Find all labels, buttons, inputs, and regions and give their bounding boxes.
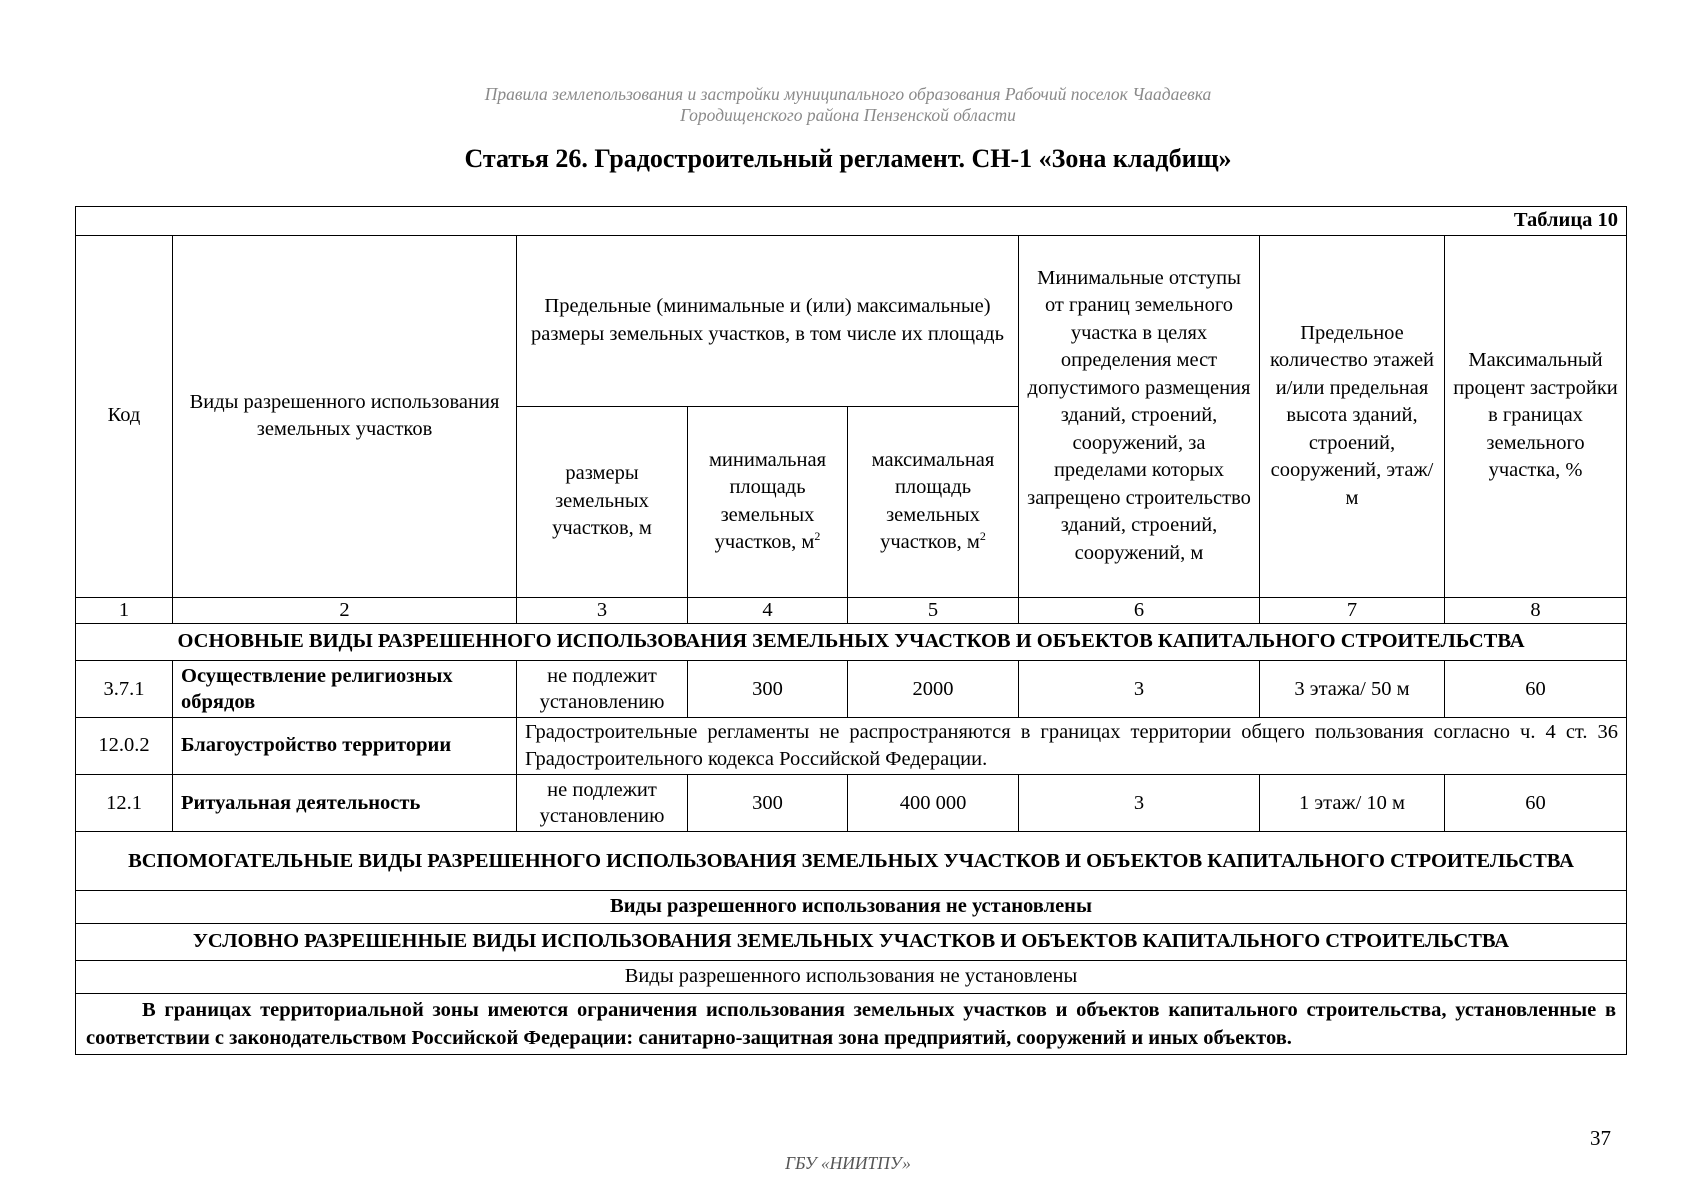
header-min-area: минимальная площадь земельных участков, $м^2$ (688, 406, 848, 597)
row-coverage: 60 (1445, 660, 1627, 717)
column-number: 5 (848, 597, 1019, 623)
table-row (76, 660, 1627, 717)
column-number: 6 (1019, 597, 1260, 623)
document-footer: ГБУ «НИИТПУ» (785, 1153, 911, 1173)
row-note: Градостроительные регламенты не распространяются в границах территории общего пользования согласно ч. 4 ст. 36 Градостроительного кодекса Российской Федерации. (517, 717, 1627, 774)
table-row (76, 774, 1627, 831)
conditional-not-set: Виды разрешенного использования не установлены (76, 960, 1627, 993)
header-line-2: Городищенского района Пензенской области (680, 105, 1016, 125)
column-numbers-row (76, 597, 1627, 623)
row-name: Благоустройство территории (173, 717, 517, 774)
header-sizes: размеры земельных участков, м (517, 406, 688, 597)
row-coverage: 60 (1445, 774, 1627, 831)
header-coverage: Максимальный процент застройки в границах земельного участка, % (1445, 235, 1627, 597)
page-number: 37 (1590, 1126, 1611, 1150)
column-number: 7 (1260, 597, 1445, 623)
row-sizes: не подлежит установлению (517, 774, 688, 831)
section-conditional-uses: УСЛОВНО РАЗРЕШЕННЫЕ ВИДЫ ИСПОЛЬЗОВАНИЯ ЗЕМЕЛЬНЫХ УЧАСТКОВ И ОБЪЕКТОВ КАПИТАЛЬНОГО СТРОИТЕЛЬСТВА (76, 923, 1627, 960)
row-code: 12.0.2 (76, 717, 173, 774)
table-row (76, 717, 1627, 774)
restrictions-note: В границах территориальной зоны имеются ограничения использования земельных участков и объектов капитального строительства, установленные в соответствии с законодательством Российской Федерации: санитарно-защитная зона предприятий, сооружений и иных объектов. (76, 993, 1627, 1054)
row-min-area: 300 (688, 660, 848, 717)
row-code: 12.1 (76, 774, 173, 831)
row-name: Ритуальная деятельность (173, 774, 517, 831)
header-use-types: Виды разрешенного использования земельных участков (173, 235, 517, 597)
row-name: Осуществление религиозных обрядов (173, 660, 517, 717)
row-setback: 3 (1019, 774, 1260, 831)
auxiliary-not-set: Виды разрешенного использования не установлены (76, 890, 1627, 923)
column-number: 3 (517, 597, 688, 623)
row-max-area: 2000 (848, 660, 1019, 717)
column-number: 1 (76, 597, 173, 623)
header-floors: Предельное количество этажей и/или предельная высота зданий, строений, сооружений, этаж/м (1260, 235, 1445, 597)
table-label: Таблица 10 (76, 207, 1627, 236)
header-code: Код (76, 235, 173, 597)
row-floors: 1 этаж/ 10 м (1260, 774, 1445, 831)
article-title: Статья 26. Градостроительный регламент. СН-1 «Зона кладбищ» (464, 144, 1232, 173)
header-max-area: максимальная площадь земельных участков, $м^2$ (848, 406, 1019, 597)
row-min-area: 300 (688, 774, 848, 831)
header-line-1: Правила землепользования и застройки муниципального образования Рабочий поселок Чаадаевка (484, 84, 1212, 104)
row-floors: 3 этажа/ 50 м (1260, 660, 1445, 717)
row-setback: 3 (1019, 660, 1260, 717)
column-number: 8 (1445, 597, 1627, 623)
column-number: 4 (688, 597, 848, 623)
document-header (0, 84, 1696, 126)
row-sizes: не подлежит установлению (517, 660, 688, 717)
regulation-table (75, 206, 1627, 1055)
row-max-area: 400 000 (848, 774, 1019, 831)
header-setbacks: Минимальные отступы от границ земельного участка в целях определения мест допустимого размещения зданий, строений, сооружений, за пределами которых запрещено строительство зданий, строений, сооружений, м (1019, 235, 1260, 597)
section-main-uses: ОСНОВНЫЕ ВИДЫ РАЗРЕШЕННОГО ИСПОЛЬЗОВАНИЯ ЗЕМЕЛЬНЫХ УЧАСТКОВ И ОБЪЕКТОВ КАПИТАЛЬНОГО СТРОИТЕЛЬСТВА (76, 623, 1627, 660)
row-code: 3.7.1 (76, 660, 173, 717)
column-number: 2 (173, 597, 517, 623)
header-limits-group: Предельные (минимальные и (или) максимальные) размеры земельных участков, в том числе их площадь (517, 235, 1019, 406)
section-auxiliary-uses: ВСПОМОГАТЕЛЬНЫЕ ВИДЫ РАЗРЕШЕННОГО ИСПОЛЬЗОВАНИЯ ЗЕМЕЛЬНЫХ УЧАСТКОВ И ОБЪЕКТОВ КАПИТАЛЬНОГО СТРОИТЕЛЬСТВА (76, 831, 1627, 890)
